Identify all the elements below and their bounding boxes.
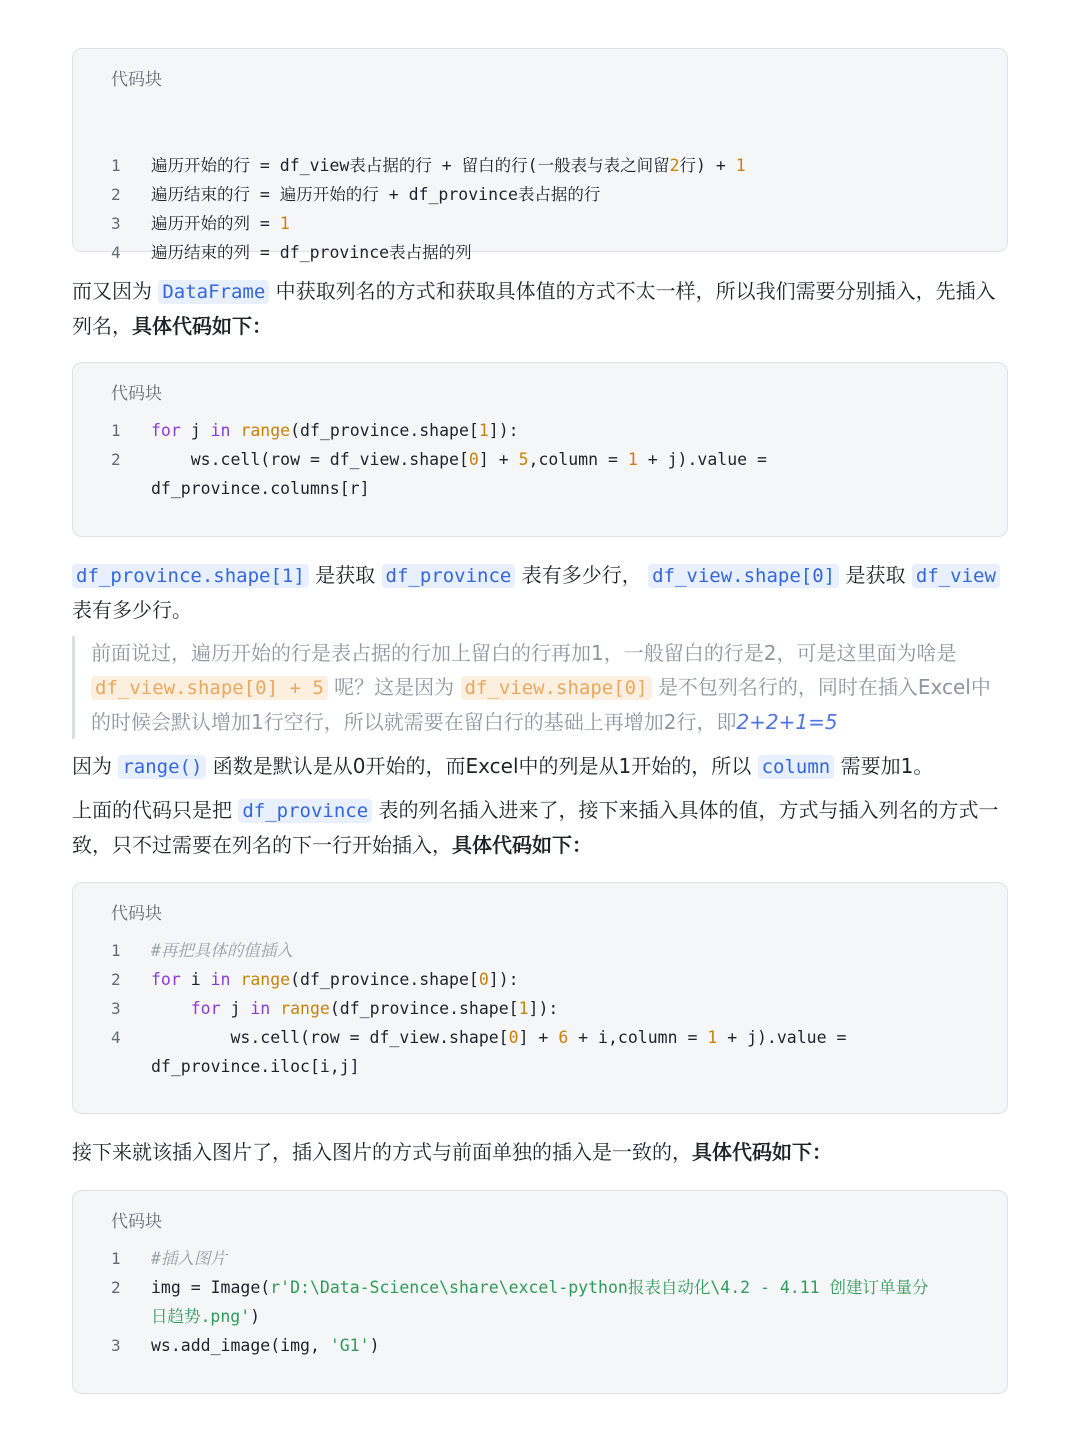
paragraph-text: 表有多少行， [515,563,649,587]
code-text [151,416,977,445]
code-line [73,1052,1007,1081]
code-token: img = Image( [151,1278,271,1297]
code-line [73,151,1007,180]
math-expression: 2+2+1=5 [736,710,838,734]
code-token: in [250,999,271,1018]
inline-code: df_view.shape[0] [648,564,839,588]
code-line [73,1244,1007,1273]
code-text [151,1302,977,1331]
code-token: (df_province.shape[ [329,999,519,1018]
code-token: 日趋势.png' [151,1307,251,1326]
quote-text: 是不包列名行的，同时在插入Excel中的时候会默认增加1行空行，所以就需要在留白行的基础上再增加2行，即 [91,675,991,734]
code-token: (df_province.shape[ [290,421,479,440]
code-block-body [73,151,1007,267]
code-token: df_province.iloc[i,j] [151,1057,360,1076]
code-text [151,1023,977,1052]
code-token: 'G1' [329,1336,370,1355]
code-block-3 [72,882,1008,1114]
inline-code: df_view.shape[0] + 5 [91,676,328,700]
code-text [151,180,977,209]
code-token: r'D:\Data-Science\share\excel-python报表自动化\4.2 - 4.11 创建订单量分 [270,1278,929,1297]
code-token: 1 [478,421,489,440]
code-token: 遍历开始的行 = df_view表占据的行 + 留白的行(一般表与表之间留 [151,156,670,175]
code-token: ws.add_image(img, [151,1336,330,1355]
paragraph-text: 表有多少行。 [72,598,192,622]
code-token: 5 [518,450,529,469]
code-token: + j).value = [717,1028,847,1047]
code-token: i [180,970,211,989]
inline-code: range() [118,755,206,779]
bold-text: 具体代码如下： [132,314,272,338]
code-token [151,999,191,1018]
code-token: ) [250,1307,261,1326]
code-text [151,1331,977,1360]
code-token [231,970,241,989]
paragraph-text: 需要加1。 [834,754,934,778]
code-block-2 [72,362,1008,537]
code-token: ]): [488,421,519,440]
code-token: 6 [558,1028,569,1047]
code-block-title: 代码块 [111,1212,162,1232]
paragraph-text: 因为 [72,754,119,778]
code-token: ]): [488,970,519,989]
code-line [73,994,1007,1023]
paragraph-text: 上面的代码只是把 [72,798,239,822]
code-token: 2 [669,156,680,175]
line-number: 2 [111,970,121,989]
line-number: 3 [111,999,121,1018]
code-text [151,1244,977,1273]
code-token: 1 [279,214,290,233]
code-token: ,column = [528,450,628,469]
paragraph-text: 表的列名插入进来了，接下来插入具体的值，方式与插入列名的方式一致，只不过需要在列名的下一行开始插入， [72,798,999,857]
code-token: ws.cell(row = df_view.shape[ [151,450,469,469]
code-token: ] + [518,1028,559,1047]
quote-text: 前面说过，遍历开始的行是表占据的行加上留白的行再加1，一般留白的行是2，可是这里面为啥是 [91,641,957,665]
code-text [151,936,977,965]
code-token: in [210,970,231,989]
code-block-title: 代码块 [111,70,162,90]
blockquote-note [72,636,1008,739]
code-token [231,421,241,440]
code-token: 1 [735,156,746,175]
code-text [151,474,977,503]
inline-code: df_province [382,564,516,588]
paragraph-shape-explanation [72,558,1008,627]
code-token: 遍历结束的列 = df_province表占据的列 [151,243,472,262]
code-token: #再把具体的值插入 [151,941,293,960]
code-token: 1 [627,450,638,469]
code-line [73,445,1007,474]
line-number: 1 [111,941,121,960]
code-line [73,965,1007,994]
code-block-1 [72,48,1008,262]
code-line [73,936,1007,965]
line-number: 4 [111,1028,121,1047]
code-line [73,238,1007,267]
paragraph-text: 是获取 [308,563,382,587]
code-token: 0 [508,1028,519,1047]
code-line [73,416,1007,445]
inline-code: DataFrame [158,280,269,304]
code-line [73,1023,1007,1052]
code-token: 遍历结束的行 = 遍历开始的行 + df_province表占据的行 [151,185,601,204]
code-text [151,1273,977,1302]
code-text [151,994,977,1023]
code-text [151,151,977,180]
paragraph-text: 中获取列名的方式和获取具体值的方式不太一样，所以我们需要分别插入，先插入列名， [72,279,996,338]
line-number: 3 [111,214,121,233]
code-token: in [210,421,231,440]
paragraph-range-note [72,749,1008,784]
paragraph-text: 函数是默认是从0开始的，而Excel中的列是从1开始的，所以 [206,754,758,778]
inline-code: column [758,755,835,779]
paragraph-text: 是获取 [839,563,912,587]
code-token: ] + [478,450,519,469]
code-token: 遍历开始的列 = [151,214,280,233]
code-block-title: 代码块 [111,384,162,404]
code-token: j [220,999,251,1018]
inline-code: df_view.shape[0] [461,676,652,700]
paragraph-insert-image [72,1135,1008,1169]
line-number: 2 [111,185,121,204]
code-token: range [280,999,330,1018]
code-block-body [73,1244,1007,1360]
code-token: ws.cell(row = df_view.shape[ [151,1028,509,1047]
code-text [151,209,977,238]
line-number: 1 [111,421,121,440]
code-line [73,209,1007,238]
code-line [73,474,1007,503]
line-number: 3 [111,1336,121,1355]
code-token [270,999,280,1018]
code-line [73,1302,1007,1331]
line-number: 2 [111,450,121,469]
code-token: for [151,421,181,440]
code-line [73,1331,1007,1360]
code-token: for [190,999,221,1018]
code-block-title: 代码块 [111,904,162,924]
line-number: 4 [111,243,121,262]
code-text [151,965,977,994]
code-text [151,1052,977,1081]
code-token: range [240,421,291,440]
code-token: j [180,421,211,440]
code-block-body [73,936,1007,1081]
paragraph-insert-values [72,793,1008,862]
code-token: 1 [707,1028,718,1047]
line-number: 1 [111,1249,121,1268]
code-token: for [151,970,181,989]
code-token: range [240,970,291,989]
line-number: 2 [111,1278,121,1297]
code-line [73,180,1007,209]
bold-text: 具体代码如下： [452,833,592,857]
line-number: 1 [111,156,121,175]
inline-code: df_view [912,564,1000,588]
paragraph-text: 而又因为 [72,279,159,303]
code-text [151,238,977,267]
paragraph-text: 接下来就该插入图片了，插入图片的方式与前面单独的插入是一致的， [72,1140,692,1164]
code-token: (df_province.shape[ [290,970,479,989]
code-token: #插入图片 [151,1249,227,1268]
code-token: + i,column = [568,1028,708,1047]
code-token: 行) + [679,156,736,175]
code-block-body [73,416,1007,503]
code-token: df_province.columns[r] [151,479,370,498]
code-token: ]): [528,999,559,1018]
code-token: 0 [478,970,489,989]
code-text [151,445,977,474]
code-token: ) [369,1336,380,1355]
inline-code: df_province.shape[1] [72,564,309,588]
inline-code: df_province [238,799,372,823]
code-token: 1 [518,999,529,1018]
code-token: 0 [468,450,479,469]
code-token: + j).value = [637,450,767,469]
quote-text: 呢？这是因为 [327,675,461,699]
code-block-4 [72,1190,1008,1394]
bold-text: 具体代码如下： [692,1140,832,1164]
paragraph-dataframe-intro [72,274,1008,343]
code-line [73,1273,1007,1302]
